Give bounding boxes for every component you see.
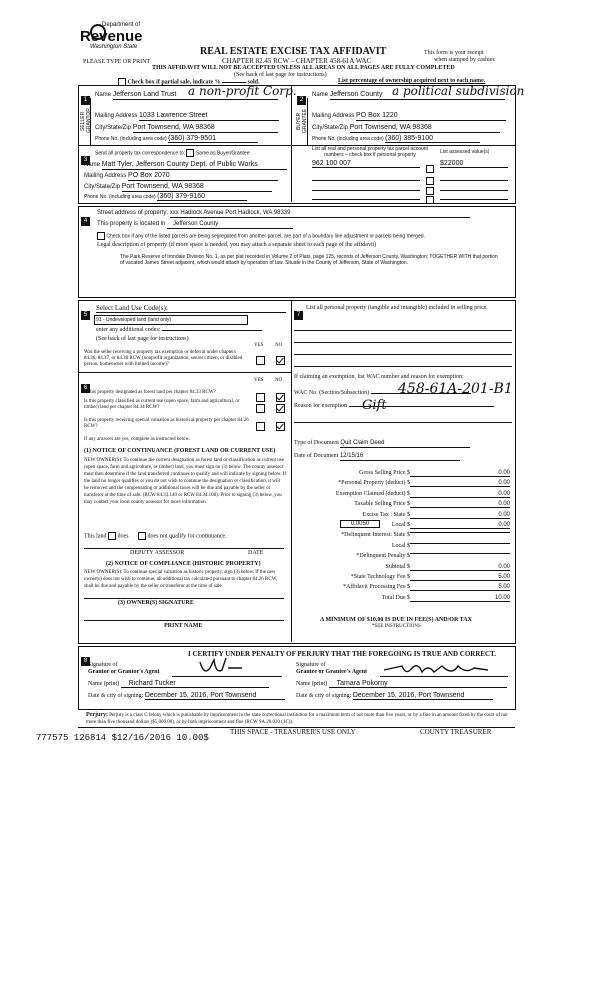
seller-city-row — [95, 124, 287, 133]
section-1-number: 1 — [81, 88, 90, 106]
minimum-note: A MINIMUM OF $10.00 IS DUE IN FEE(S) AND/OR TAX — [320, 617, 472, 623]
tax-row-value[interactable] — [410, 543, 510, 544]
segregated-label: Check box if any of the listed parcels are being segregated from another parcel, are part of a boundary line adjustment or parcels being merged. — [106, 233, 425, 240]
additional-codes-row — [96, 327, 262, 334]
tax-row-value[interactable]: 0.00 — [410, 512, 510, 519]
land-use-yes-header: YES — [254, 343, 264, 348]
grantor-date[interactable]: December 15, 2016, Port Townsend — [145, 692, 285, 700]
property-street[interactable]: xxx Hadlock Avenue Port Hadlock, WA 98339 — [170, 210, 470, 218]
grantee-signature — [382, 658, 492, 678]
seller-side-label: SELLER GRANTOR — [80, 108, 92, 134]
perjury-notice — [86, 712, 516, 726]
dept-line1: Department of — [102, 22, 141, 28]
tax-row-label: *Delinquent Penalty $ — [356, 553, 410, 560]
correspondence-label-row — [95, 149, 249, 157]
correspondence-city-row — [84, 183, 289, 192]
receipt-note-1: This form is your receipt — [424, 50, 484, 56]
tax-row-value[interactable]: 5.00 — [410, 584, 510, 591]
form-title: REAL ESTATE EXCISE TAX AFFIDAVIT — [200, 46, 387, 57]
property-located-label: This property is located in — [97, 221, 166, 227]
notice-continuance-text: NEW OWNER(S): To continue the current designation as forest land or classification as current use (open space, farm and agriculture, or timber) land, you must sign on (3) below. The county assessor must then determine if the land transferred continues to qualify and will indicate by signing below. If the land no longer qualifies or you do not wish to continue the designation or classification, it will be removed and the compensating or additional taxes will be due and payable by the seller or transferor at the time of sale. (RCW 84.33.140 or RCW 84.34.108). Prior to signing (3) below, you may contact your local county assessor for more information. — [84, 458, 286, 505]
correspondence-address[interactable]: PO Box 2070 — [128, 172, 170, 179]
doc-date-label: Date of Document — [294, 453, 339, 459]
buyer-address-label: Mailing Address — [312, 113, 355, 119]
grantor-signature — [198, 656, 248, 678]
seller-name-handwritten: a non-profit Corp. — [188, 84, 297, 98]
additional-codes-input[interactable] — [162, 330, 262, 331]
correspondence-label: Send all property tax correspondence to: — [95, 150, 186, 157]
tax-row-label: Gross Selling Price $ — [359, 470, 410, 476]
current-use-yes-checkbox[interactable] — [256, 400, 265, 418]
doc-type-label: Type of Document — [294, 440, 339, 446]
seller-phone-label: Phone No. (including area code) — [95, 136, 167, 142]
parcel-number[interactable]: 962 100 007 — [312, 160, 420, 168]
tax-row-label: Subtotal $ — [385, 563, 410, 570]
notice-continuance-title: (1) NOTICE OF CONTINUANCE (FOREST LAND OR CURRENT USE) — [84, 448, 276, 454]
personal-property-label: List all personal property (tangible and intangible) included in selling price. — [306, 305, 488, 311]
correspondence-name-row — [84, 161, 289, 170]
property-box — [78, 206, 516, 298]
additional-codes-label: enter any additional codes: — [96, 327, 161, 333]
notice-compliance-title: (2) NOTICE OF COMPLIANCE (HISTORIC PROPERTY) — [106, 561, 261, 567]
doc-date[interactable]: 12/15/16 — [340, 453, 460, 461]
assessed-header: List assessed value(s) — [440, 149, 490, 155]
forest-land-question: Is this property designated as forest land per chapter 84.33 RCW? — [84, 390, 216, 395]
seller-phone-row — [95, 136, 287, 143]
correspondence-name[interactable]: Matt Tyler, Jefferson County Dept. of Public Works — [101, 161, 258, 168]
legal-description[interactable]: The Park Reserve of Irondale Division No. 1, as per plat recorded in Volume 2 of Plats, page 125, records of Jefferson County, Washington; TOGETHER WITH that portion of vacated James Street adjacent, which would attach by operation of law. Situate in the County of Jefferson, State of Washington. — [120, 254, 498, 266]
form-subtitle: CHAPTER 82.45 RCW – CHAPTER 458-61A WAC — [222, 57, 372, 65]
reason-label: Reason for exemption — [294, 403, 347, 409]
section-2-number: 2 — [297, 88, 306, 106]
segregated-row — [97, 232, 512, 240]
buyer-phone-row — [312, 136, 512, 143]
tax-row-label: Total Due $ — [381, 594, 410, 601]
grantor-name-label: Name (print) — [88, 681, 120, 687]
section-5-number: 5 — [81, 303, 90, 321]
grantee-sig-label-2: Grantee or Grantee's Agent — [296, 669, 368, 675]
tax-row-value[interactable]: 10.00 — [410, 595, 510, 602]
land-use-select[interactable]: 91 - Undeveloped land (land only) — [94, 315, 248, 325]
same-as-buyer-label: Same as Buyer/Grantee — [195, 150, 250, 157]
historic-yes-checkbox[interactable] — [256, 418, 265, 436]
see-back-note: (See back of last page for instructions) — [234, 72, 327, 78]
property-located[interactable]: Jefferson County — [167, 221, 293, 229]
seller-address[interactable]: 1033 Lawrence Street — [139, 112, 208, 119]
tax-row-value[interactable] — [410, 532, 510, 533]
grantee-date[interactable]: December 15, 2016, Port Townsend — [353, 692, 493, 700]
treasurer-stamp: 777575 126814 $12/16/2016 10.00$ — [36, 733, 209, 743]
seller-city-label: City/State/Zip — [95, 125, 132, 131]
deputy-date-label: DATE — [248, 550, 264, 556]
type-or-print: PLEASE TYPE OR PRINT — [83, 59, 151, 65]
doc-type[interactable]: Quit Claim Deed — [340, 440, 470, 448]
grantor-sig-label-2: Grantor or Grantor's Agent — [88, 669, 160, 675]
grantee-date-row — [296, 692, 493, 700]
tax-row-value[interactable]: 0.00 — [410, 522, 510, 529]
buyer-name-handwritten: a political subdivision — [392, 84, 525, 98]
grantee-sig-label-1: Signature of — [296, 662, 326, 668]
grantor-date-label: Date & city of signing: — [88, 693, 144, 699]
print-name-label: PRINT NAME — [164, 623, 203, 629]
sec6-yes-header: YES — [254, 378, 264, 383]
tax-row-label: *State Technology Fee $ — [350, 574, 410, 580]
grantor-sig-label-1: Signature of — [88, 662, 118, 668]
tax-row-label: Taxable Selling Price $ — [354, 501, 410, 508]
wac-label: WAC No. (Section/Subsection) — [294, 390, 370, 396]
form-warning: THIS AFFIDAVIT WILL NOT BE ACCEPTED UNLESS ALL AREAS ON ALL PAGES ARE FULLY COMPLETED — [152, 65, 455, 71]
perjury-text: Perjury is a class C felony which is punishable by imprisonment in the state correctional institution for a maximum term of not more than five years, or by a fine in an amount fixed by the court of not more than five thousand dollars ($5,000.00), or by both imprisonment and fine (RCW 9A.20.020 (1C)). — [86, 713, 508, 725]
correspondence-city[interactable]: Port Townsend, WA 98368 — [121, 183, 204, 190]
tax-row-value[interactable]: 0.00 — [410, 501, 510, 508]
partial-sale-label: Check box if partial sale, indicate % — [127, 79, 221, 86]
land-use-no-header: NO — [275, 343, 283, 348]
county-treasurer-label: COUNTY TREASURER — [420, 728, 492, 736]
current-use-no-checkbox[interactable] — [276, 400, 285, 418]
grantee-name-label: Name (print) — [296, 681, 328, 687]
land-use-label: Select Land Use Code(s): — [96, 304, 286, 313]
tax-row-label: Local $ — [391, 542, 410, 549]
tax-row-value[interactable]: 0.00 — [410, 470, 510, 477]
legal-label: Legal description of property (if more space is needed, you may attach a separate sheet to each page of the affidavit) — [97, 242, 377, 248]
tax-row-value[interactable]: 0.00 — [410, 564, 510, 571]
correspondence-phone-label: Phone No. (including area code) — [84, 194, 156, 200]
grantee-date-label: Date & city of signing: — [296, 693, 352, 699]
buyer-phone-label: Phone No. (including area code) — [312, 136, 384, 142]
buyer-city[interactable]: Port Townsend, WA 98368 — [349, 124, 432, 131]
wac-handwritten: 458-61A-201-B1 — [398, 381, 513, 397]
if-yes-note: If any answers are yes, complete as instructed below. — [84, 437, 191, 442]
correspondence-city-label: City/State/Zip — [84, 184, 121, 190]
ownership-note: List percentage of ownership acquired next to each name. — [338, 78, 486, 84]
correspondence-address-row — [84, 172, 289, 181]
reason-handwritten: Gift — [362, 398, 387, 413]
property-located-row — [97, 221, 293, 229]
seller-city[interactable]: Port Townsend, WA 98368 — [132, 124, 215, 131]
grantee-name-row — [296, 680, 507, 688]
notice-compliance-text: NEW OWNER(S): To continue special valuation as historic property, sign (3) below. If the new owner(s) does not wish to continue, all additional tax calculated pursuant to chapter 84.26 RCW, shall be due and payable by the seller or transferor at the time of sale. — [84, 570, 278, 589]
parcel-header: List all real and personal property tax parcel account numbers – check box if personal property — [312, 146, 428, 158]
local-rate-input[interactable]: 0.0050 — [340, 520, 380, 528]
qualify-label: qualify for continuance. — [169, 533, 227, 540]
certify-text: I CERTIFY UNDER PENALTY OF PERJURY THAT THE FOREGOING IS TRUE AND CORRECT. — [188, 650, 497, 658]
correspondence-name-label: Name — [84, 162, 101, 168]
grantor-name[interactable]: Richard Tucker — [121, 680, 269, 688]
tax-row-label: Excise Tax : State $ — [362, 511, 410, 518]
seller-address-row — [95, 112, 287, 121]
perjury-label: Perjury: — [86, 712, 108, 718]
section-6-number: 6 — [81, 376, 90, 394]
doc-type-row — [294, 440, 470, 448]
receipt-note-2: when stamped by cashier. — [434, 57, 496, 63]
deputy-assessor-label: DEPUTY ASSESSOR — [130, 550, 185, 556]
seal-icon — [90, 24, 106, 40]
does-not-checkbox[interactable] — [138, 532, 146, 540]
buyer-city-label: City/State/Zip — [312, 125, 349, 131]
exemption-yes-checkbox[interactable] — [256, 352, 265, 370]
does-not-label: does not — [147, 533, 168, 540]
does-label: does — [117, 533, 129, 540]
tax-row-value[interactable]: 0.00 — [410, 491, 510, 498]
sold-label: sold. — [247, 79, 260, 86]
buyer-name-label: Name — [312, 92, 329, 98]
seller-name[interactable]: Jefferson Land Trust — [112, 91, 177, 98]
doc-date-row — [294, 453, 460, 461]
dept-state: Washington State — [90, 44, 138, 50]
tax-row-label: Exemption Claimed (deduct) $ — [335, 490, 410, 497]
exemption-question: Was the seller receiving a property tax exemption or deferral under chapters 84.36, 84.37, or 84.38 RCW (nonprofit organization, senior citizen, or disabled person, homeowner with limited income)? — [84, 350, 243, 367]
tax-row-label: *Personal Property (deduct) $ — [338, 480, 410, 487]
correspondence-address-label: Mailing Address — [84, 173, 127, 179]
tax-row-value[interactable] — [410, 553, 510, 554]
treasurer-space-label: THIS SPACE - TREASURER'S USE ONLY — [230, 728, 356, 736]
continuance-row — [84, 532, 227, 540]
exemption-no-checkbox[interactable] — [276, 352, 285, 370]
owner-signature-label: (3) OWNER(S) SIGNATURE — [118, 600, 194, 606]
correspondence-phone[interactable]: (360) 379-9160 — [157, 194, 247, 201]
sec6-no-header: NO — [275, 378, 283, 383]
segregated-checkbox[interactable] — [97, 232, 105, 240]
tax-row-label: *Delinquent Interest: State $ — [341, 532, 410, 539]
section-7-number: 7 — [294, 303, 303, 321]
grantee-name[interactable]: Tamara Pokorny — [329, 680, 507, 688]
same-as-buyer-checkbox[interactable] — [186, 149, 194, 157]
section-8-number: 8 — [81, 649, 90, 667]
section-4-number: 4 — [81, 209, 90, 227]
grantor-date-row — [88, 692, 285, 700]
reason-row — [294, 403, 494, 410]
tax-row-label: *Affidavit Processing Fee $ — [342, 584, 410, 591]
historic-no-checkbox[interactable] — [276, 418, 285, 436]
land-use-see-back: (See back of last page for instructions) — [96, 336, 189, 342]
tax-row-label: Local $ — [391, 522, 410, 528]
seller-address-label: Mailing Address — [95, 113, 138, 119]
see-instructions-note: *SEE INSTRUCTIONS — [372, 624, 421, 629]
seller-phone[interactable]: (360) 379-9501 — [168, 136, 258, 143]
this-land-label: This land — [84, 533, 107, 540]
exemption-claim-label: If claiming an exemption, list WAC number and reason for exemption: — [294, 374, 464, 380]
assessed-value[interactable]: $22000 — [440, 160, 508, 168]
current-use-question: Is this property classified as current use (open space, farm and agricultural, or timber) land per chapter 84.34 RCW? — [84, 399, 240, 410]
grantor-name-row — [88, 680, 269, 688]
does-checkbox[interactable] — [108, 532, 116, 540]
historic-question: Is this property receiving special valuation as historical property per chapter 84.26 RCW? — [84, 418, 249, 429]
buyer-city-row — [312, 124, 512, 133]
seller-name-label: Name — [95, 92, 112, 98]
buyer-side-label: BUYER GRANTEE — [296, 108, 308, 134]
buyer-name[interactable]: Jefferson County — [329, 91, 383, 98]
tax-row-value[interactable]: 0.00 — [410, 480, 510, 487]
buyer-phone[interactable]: (360) 385-9100 — [385, 136, 480, 143]
tax-row-value[interactable]: 5.00 — [410, 574, 510, 581]
section-3-number: 3 — [81, 148, 90, 166]
property-street-row — [97, 210, 470, 218]
property-street-label: Street address of property: — [97, 210, 169, 216]
buyer-address-row — [312, 112, 512, 121]
dept-name: Revenue — [80, 28, 143, 45]
buyer-address[interactable]: PO Box 1220 — [356, 112, 398, 119]
correspondence-phone-row — [84, 194, 289, 201]
